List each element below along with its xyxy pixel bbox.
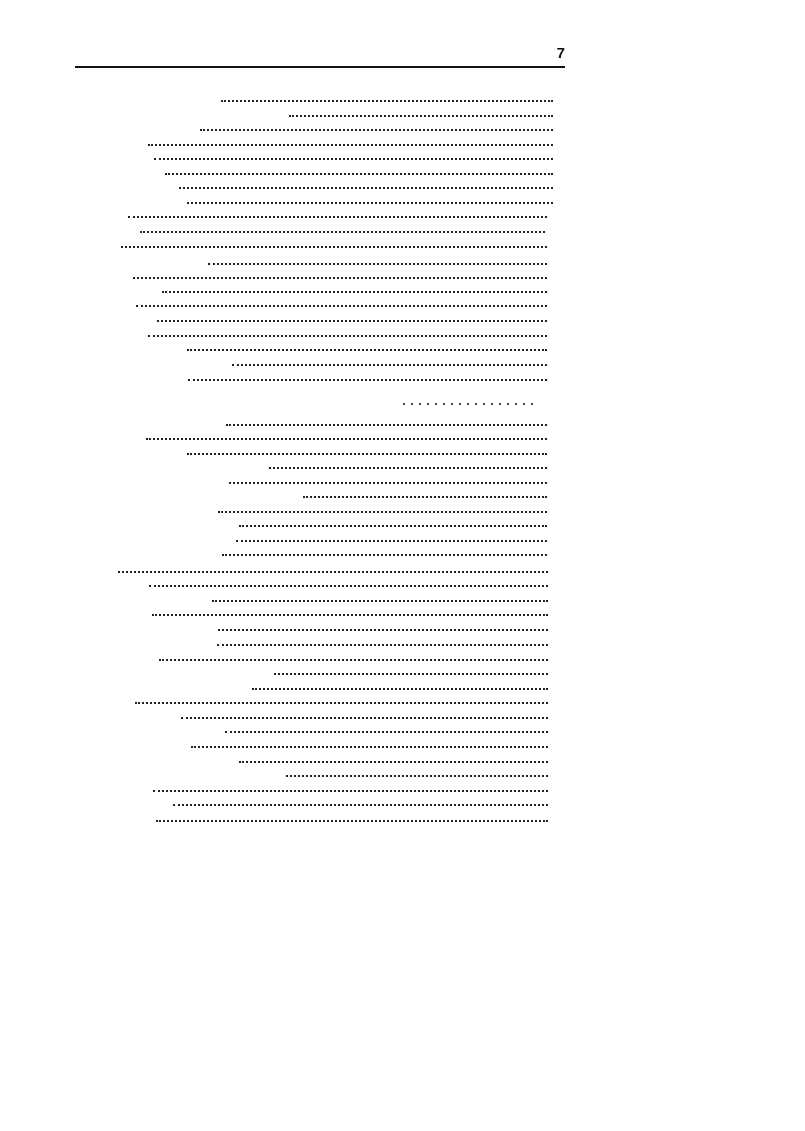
toc-leader: [225, 731, 548, 733]
toc-leader: [226, 424, 547, 426]
toc-leader: [128, 216, 547, 218]
toc-leader: [229, 482, 547, 484]
toc-leader: [153, 790, 548, 792]
toc-leader: [274, 673, 548, 675]
toc-leader: [188, 379, 547, 381]
toc-leader: [222, 554, 547, 556]
toc-leader: [152, 614, 548, 616]
toc-leader: [303, 496, 547, 498]
toc-leader: [159, 659, 548, 661]
toc-leader: [135, 702, 548, 704]
toc-leader: [208, 263, 547, 265]
toc-leader: [121, 246, 547, 248]
toc-leader: [156, 820, 548, 822]
toc-leader: [146, 438, 547, 440]
toc-leader: [157, 320, 547, 322]
header-rule: [75, 66, 565, 68]
page-number: 7: [556, 45, 565, 62]
toc-leader: [212, 600, 548, 602]
toc-leader: [286, 775, 548, 777]
toc-leader: [133, 277, 547, 279]
toc-leader: [218, 511, 547, 513]
toc-leader: [187, 453, 547, 455]
toc-leader: [181, 717, 548, 719]
toc-leader: [154, 158, 553, 160]
toc-leader: [221, 100, 553, 102]
toc-leader: [232, 364, 547, 366]
toc-leader: [218, 629, 548, 631]
toc-leader: [179, 187, 553, 189]
toc-leader: [289, 115, 553, 117]
toc-leader: [269, 467, 547, 469]
toc-leader: [200, 129, 553, 131]
toc-leader: [136, 305, 547, 307]
toc-leader: [187, 202, 553, 204]
toc-leader: [236, 540, 547, 542]
toc-leader: [173, 804, 548, 806]
toc-leader: [239, 761, 548, 763]
toc-leader: [187, 349, 547, 351]
toc-leader: [148, 144, 553, 146]
toc-section-leader: [400, 402, 538, 406]
toc-leader: [149, 585, 548, 587]
toc-leader: [140, 231, 545, 233]
toc-leader: [217, 644, 548, 646]
toc-leader: [252, 688, 548, 690]
toc-leader: [148, 335, 547, 337]
toc-leader: [165, 173, 553, 175]
toc-leader: [162, 291, 547, 293]
toc-leader: [118, 571, 548, 573]
toc-leader: [191, 746, 548, 748]
toc-leader: [239, 525, 547, 527]
